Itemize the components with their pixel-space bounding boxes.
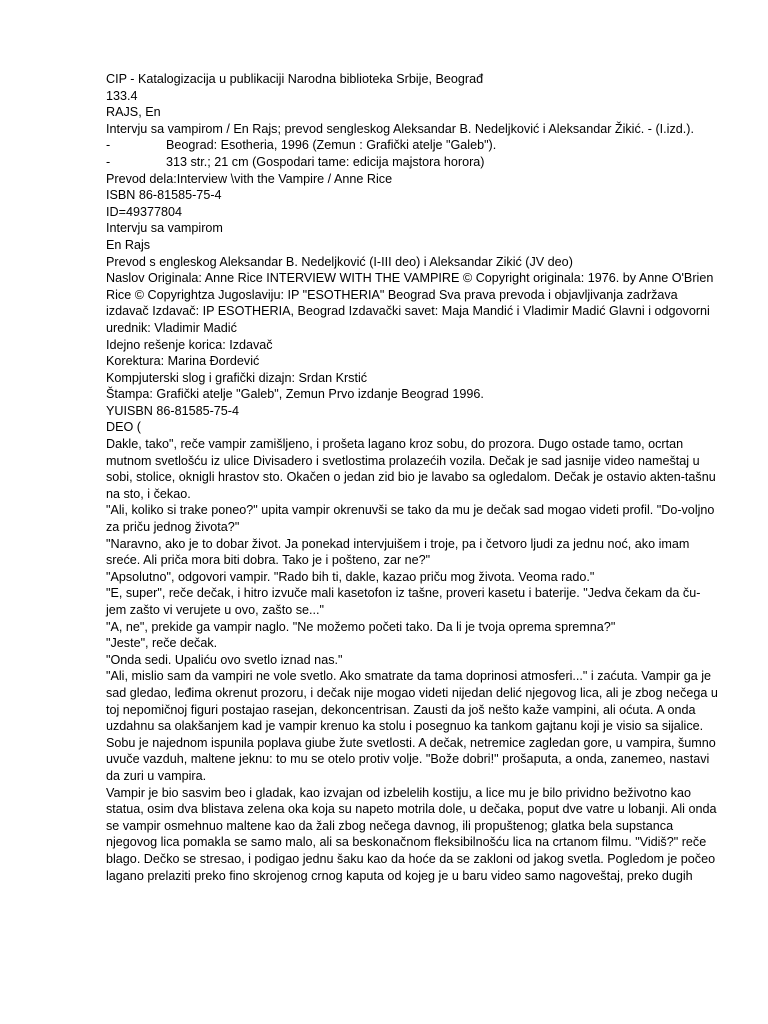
- story-paragraph: "Onda sedi. Upaliću ovo svetlo iznad nas.": [106, 652, 343, 667]
- cip-physical-text: 313 str.; 21 cm (Gospodari tame: edicija majstora horora): [166, 154, 485, 169]
- cip-heading: CIP - Katalogizacija u publikaciji Narodna biblioteka Srbije, Beograđ: [106, 72, 484, 86]
- story-paragraph: Vampir je bio sasvim beo i gladak, kao izvajan od izbelelih kostiju, a lice mu je bilo prividno beživotno kao statua, osim dva blistava zelena oka koja su napeto motrila dole, u dečaka, poput dve vatre u lobanji. Ali onda se vampir osmehnuo maltene kao da žali zbog nečega davnog, ili propuštenog; glatka bela supstanca njegovog lica pomakla se samo malo, ali sa beskonačnom fleksibilnošću lica na crtanom filmu. "Vidiš?" reče blago. Dečko se stresao, i podigao jednu šaku kao da hoće da se zakloni od jakog svetla. Pogledom je počeo lagano prelaziti preko fino skrojenog crnog kaputa od kojeg je u baru video samo nagoveštaj, preko dugih: [106, 785, 717, 883]
- book-copyright: Naslov Originala: Anne Rice INTERVIEW WITH THE VAMPIRE © Copyright originala: 1976. by Anne O'Brien Rice © Copyrightza Jugoslaviju: IP "ESOTHERIA" Beograd Sva prava prevoda i objavljivanja zadržava izdavač Izdavač: IP ESOTHERIA, Beograd Izdavački savet: Maja Mandić i Vladimir Madić Glavni i odgovorni urednik: Vladimir Madić: [106, 271, 714, 335]
- cip-author: RAJS, En: [106, 105, 161, 120]
- cip-udc: 133.4: [106, 88, 138, 103]
- book-translators: Prevod s engleskog Aleksandar B. Nedeljković (I-III deo) i Aleksandar Zikić (JV deo): [106, 254, 573, 269]
- cip-id: ID=49377804: [106, 204, 182, 219]
- story-paragraph: "Ali, mislio sam da vampiri ne vole svetlo. Ako smatrate da tama doprinosi atmosferi..." i zaćuta. Vampir ga je sad gledao, leđima okrenut prozoru, i dečak nije mogao videti nijedan delić njegovog lica, ali je zbog nečega u toj nepomičnoj figuri postajao rasejan, dekoncentrisan. Zausti da još nešto kaže vampini, ali oćuta. A onda uzdahnu sa olakšanjem kad je vampir krenuo ka stolu i posegnuo ka tankom gajtanu koji je visio sa sijalice.: [106, 669, 718, 734]
- book-typesetting-credit: Kompjuterski slog i grafički dizajn: Srdan Krstić: [106, 370, 368, 385]
- book-cover-credit: Idejno rešenje korica: Izdavač: [106, 337, 273, 352]
- cip-title-line: Intervju sa vampirom / En Rajs; prevod sengleskog Aleksandar B. Nedeljković i Aleksandar Žikić. - (I.izd.).: [106, 121, 694, 136]
- book-part-heading: DEO (: [106, 420, 141, 435]
- book-author: En Rajs: [106, 237, 151, 252]
- story-paragraph: "Ali, koliko si trake poneo?" upita vampir okrenuvši se tako da mu je dečak sad mogao videti profil. "Do-voljno za priču jednog života?": [106, 503, 715, 535]
- cip-physical-dash: -: [106, 154, 111, 169]
- book-title: Intervju sa vampirom: [106, 221, 223, 236]
- book-proofreading-credit: Korektura: Marina Đordević: [106, 354, 260, 369]
- story-paragraph: Dakle, tako", reče vampir zamišljeno, i prošeta lagano kroz sobu, do prozora. Dugo ostade tamo, ocrtan mutnom svetlošću iz ulice Divisadero i svetlostima prolazećih vozila. Dečak je sad jasnije video nameštaj u sobi, stolice, oknigli hrastov sto. Okačen o jedan zid bio je lavabo sa ogledalom. Dečak je ostavio akten-tašnu na sto, i čekao.: [106, 437, 716, 501]
- cip-publication-line: [106, 137, 718, 154]
- document-page: [106, 71, 718, 884]
- cip-publication-dash: -: [106, 138, 111, 153]
- story-paragraph: Sobu je najednom ispunila poplava giube žute svetlosti. A dečak, netremice zagledan gore, u vampira, šumno uvuče vazduh, maltene jeknu: to mu se otelo protiv volje. "Bože dobri!" prošaputa, a onda, zanemeo, nastavi da zuri u vampira.: [106, 735, 716, 783]
- cip-isbn: ISBN 86-81585-75-4: [106, 188, 222, 203]
- cip-original-title: Prevod dela:Interview \vith the Vampire / Anne Rice: [106, 171, 393, 186]
- cip-physical-line: [106, 154, 718, 171]
- book-yuisbn: YUISBN 86-81585-75-4: [106, 403, 240, 418]
- story-paragraph: "E, super", reče dečak, i hitro izvuče mali kasetofon iz tašne, proveri kasetu i baterije. "Jedva čekam da ču-jem zašto vi verujete u ovo, zašto se...": [106, 586, 701, 617]
- story-paragraph: "A, ne", prekide ga vampir naglo. "Ne možemo početi tako. Da li je tvoja oprema spremna?": [106, 619, 616, 634]
- cip-publication-text: Beograd: Esotheria, 1996 (Zemun : Grafički atelje "Galeb").: [166, 138, 497, 153]
- story-paragraph: "Naravno, ako je to dobar život. Ja ponekad intervjuišem i troje, pa i četvoro ljudi za jednu noć, ako imam sreće. Ali priča mora biti dobra. Tako je i pošteno, zar ne?": [106, 536, 690, 568]
- book-printing-credit: Štampa: Grafički atelje "Galeb", Zemun Prvo izdanje Beograd 1996.: [106, 387, 484, 402]
- story-paragraph: "Apsolutno", odgovori vampir. "Rado bih ti, dakle, kazao priču mog života. Veoma rado.": [106, 569, 595, 584]
- story-paragraph: "Jeste", reče dečak.: [106, 636, 218, 651]
